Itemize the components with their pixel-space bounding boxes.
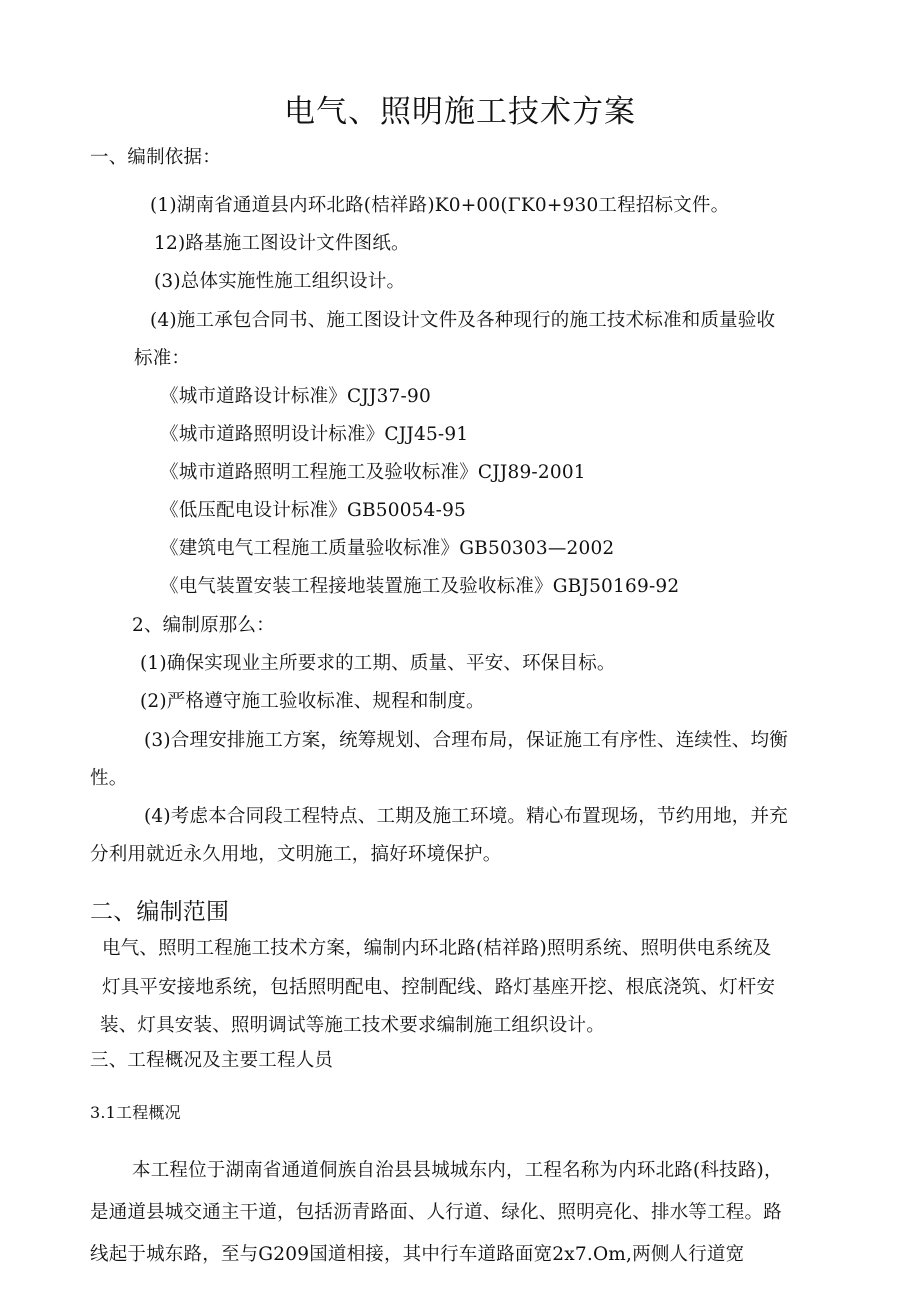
principle-item: 性。: [90, 768, 128, 789]
standard-item: 《建筑电气工程施工质量验收标准》GB50303—2002: [160, 538, 615, 559]
principle-item: (2)严格遵守施工验收标准、规程和制度。: [140, 691, 485, 712]
standard-item: 《电气装置安装工程接地装置施工及验收标准》GBJ50169-92: [160, 576, 680, 597]
overview-line: 本工程位于湖南省通道侗族自治县县城城东内，工程名称为内环北路(科技路)，: [132, 1160, 783, 1181]
principle-item: 分利用就近永久用地，文明施工，搞好环境保护。: [90, 844, 502, 865]
basis-item: 12)路基施工图设计文件图纸。: [154, 233, 410, 254]
section2-heading: 二、编制范围: [90, 899, 230, 925]
principle-item: (4)考虑本合同段工程特点、工期及施工环境。精心布置现场，节约用地，并充: [144, 806, 788, 827]
overview-line: 是通道县城交通主干道，包括沥青路面、人行道、绿化、照明亮化、排水等工程。路: [90, 1202, 782, 1223]
standard-item: 《城市道路设计标准》CJJ37-90: [160, 386, 431, 407]
standard-item: 《城市道路照明工程施工及验收标准》CJJ89-2001: [160, 462, 586, 483]
section3-subheading: 3.1工程概况: [90, 1103, 181, 1122]
scope-line: 电气、照明工程施工技术方案，编制内环北路(桔祥路)照明系统、照明供电系统及: [102, 938, 772, 959]
scope-line: 灯具平安接地系统，包括照明配电、控制配线、路灯基座开挖、根底浇筑、灯杆安: [102, 977, 776, 998]
overview-line: 线起于城东路，至与G209国道相接，其中行车道路面宽2x7.Om,两侧人行道宽: [90, 1244, 745, 1265]
basis-item: (3)总体实施性施工组织设计。: [154, 271, 406, 292]
document-title: 电气、照明施工技术方案: [284, 94, 636, 130]
principles-heading: 2、编制原那么：: [132, 615, 275, 636]
section1-heading: 一、编制依据：: [90, 147, 221, 168]
section3-heading: 三、工程概况及主要工程人员: [90, 1050, 334, 1071]
standard-item: 《城市道路照明设计标准》CJJ45-91: [160, 424, 469, 445]
principle-item: (3)合理安排施工方案，统筹规划、合理布局，保证施工有序性、连续性、均衡: [144, 730, 788, 751]
basis-item: (1)湖南省通道县内环北路(桔祥路)K0+00(ΓK0+930工程招标文件。: [150, 195, 730, 216]
basis-item: (4)施工承包合同书、施工图设计文件及各种现行的施工技术标准和质量验收: [150, 310, 776, 331]
basis-item: 标准：: [134, 348, 191, 369]
standard-item: 《低压配电设计标准》GB50054-95: [160, 500, 467, 521]
scope-line: 装、灯具安装、照明调试等施工技术要求编制施工组织设计。: [100, 1015, 605, 1036]
principle-item: (1)确保实现业主所要求的工期、质量、平安、环保目标。: [140, 653, 616, 674]
